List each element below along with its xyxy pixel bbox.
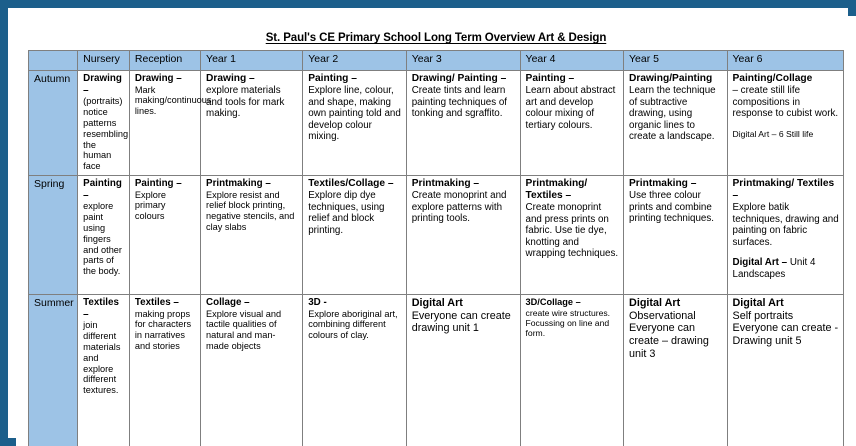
cell-autumn-year-3	[406, 71, 520, 176]
header-corner-cell	[29, 51, 78, 71]
cell-body: making props for characters in narratives and stories	[134, 308, 192, 352]
cell-autumn-year-6	[727, 71, 844, 176]
cell-heading: Textiles/Collage –	[308, 178, 394, 189]
header-row	[29, 51, 844, 71]
cell-spring-year-4	[520, 176, 623, 295]
cell-summer-nursery	[78, 295, 130, 446]
cell-summer-year-6	[727, 295, 844, 446]
cell-autumn-year-2	[303, 71, 406, 176]
cell-heading: Drawing/ Painting –	[411, 73, 507, 84]
cell-spring-year-6	[727, 176, 844, 295]
cell-summer-year-2	[303, 295, 406, 446]
cell-heading: Digital Art	[732, 297, 784, 309]
cell-body: (portraits) notice patterns resembling the human face	[83, 96, 129, 172]
header-cell-year-3: Year 3	[406, 51, 520, 71]
cell-heading: 3D/Collage –	[525, 297, 581, 307]
cell-body: Explore visual and tactile qualities of natural and man-made objects	[206, 308, 282, 352]
table-header	[29, 51, 844, 71]
cell-body: Explore batik techniques, drawing and painting on fabric surfaces.	[732, 202, 839, 248]
cell-summer-year-1	[201, 295, 303, 446]
table-body	[29, 71, 844, 446]
cell-heading: Printmaking/ Textiles –	[525, 178, 588, 202]
cell-heading: Printmaking –	[629, 178, 697, 189]
cell-body: – create still life compositions in response to cubist work.	[732, 85, 839, 120]
cell-heading: Painting –	[308, 73, 357, 84]
cell-extra-heading: Digital Art –	[732, 257, 788, 269]
page-title	[28, 32, 844, 44]
page-title-text: St. Paul's CE Primary School Long Term Overview Art & Design	[265, 32, 607, 44]
cell-heading: Printmaking –	[411, 178, 480, 189]
cell-body: Everyone can create drawing unit 1	[411, 309, 511, 335]
cell-heading: Drawing/Painting	[629, 73, 713, 84]
cell-body: Use three colour prints and combine printing techniques.	[629, 190, 714, 225]
cell-autumn-year-5	[624, 71, 727, 176]
cell-body: explore paint using fingers and other parts of the body.	[83, 201, 122, 277]
cell-body: join different materials and explore different textures.	[83, 320, 121, 396]
cell-heading: Textiles –	[83, 297, 119, 320]
cell-body: Create monoprint and press prints on fabric. Use tie dye, knotting and wrapping techniques.	[525, 202, 619, 260]
cell-spring-year-1	[201, 176, 303, 295]
cell-body: create wire structures. Focussing on line and form.	[525, 307, 611, 339]
cell-summer-year-4	[520, 295, 623, 446]
cell-spacer	[733, 120, 840, 129]
cell-body: Create tints and learn painting techniques of tonking and sgraffito.	[411, 85, 508, 120]
header-cell-year-1: Year 1	[201, 51, 303, 71]
term-label-summer: Summer	[29, 295, 78, 446]
cell-body: Learn about abstract art and develop colour mixing of tertiary colours.	[525, 85, 616, 131]
cell-body: Learn the technique of subtractive drawing, using organic lines to create a landscape.	[629, 85, 716, 143]
header-cell-year-5: Year 5	[624, 51, 727, 71]
page-content	[16, 16, 856, 446]
cell-extra-body: Digital Art – 6 Still life	[732, 128, 814, 139]
cell-summer-year-3	[406, 295, 520, 446]
cell-spring-year-5	[624, 176, 727, 295]
cell-body: Mark making/continuous lines.	[134, 84, 212, 117]
cell-body: Explore resist and relief block printing, negative stencils, and clay slabs	[206, 189, 295, 233]
cell-heading: Painting –	[134, 178, 182, 189]
cell-heading: Printmaking –	[206, 178, 271, 189]
cell-body: Explore line, colour, and shape, making own painting told and develop colour mixing.	[308, 85, 401, 143]
cell-heading: Digital Art	[411, 297, 463, 309]
cell-heading: Printmaking/ Textiles –	[732, 178, 835, 202]
cell-body: Self portraits Everyone can create -Drawing unit 5	[732, 309, 839, 348]
cell-heading: Drawing –	[134, 73, 182, 84]
cell-heading: Painting –	[83, 178, 122, 201]
cell-heading: Painting –	[525, 73, 575, 84]
cell-body: Explore primary colours	[134, 189, 167, 222]
cell-body: Observational Everyone can create – drawing unit 3	[629, 309, 709, 360]
cell-heading: Painting/Collage	[732, 73, 813, 84]
cell-spacer	[733, 248, 840, 257]
table-row-spring	[29, 176, 844, 295]
cell-autumn-nursery	[78, 71, 130, 176]
table-row-summer	[29, 295, 844, 446]
cell-heading: Digital Art	[629, 297, 681, 309]
cell-heading: 3D -	[308, 297, 327, 308]
cell-spring-year-2	[303, 176, 406, 295]
term-label-spring: Spring	[29, 176, 78, 295]
cell-summer-reception	[129, 295, 200, 446]
cell-body: Explore dip dye techniques, using relief and block printing.	[308, 190, 385, 236]
cell-autumn-year-4	[520, 71, 623, 176]
header-cell-reception: Reception	[129, 51, 200, 71]
cell-autumn-year-1	[201, 71, 303, 176]
cell-body: explore materials and tools for mark making.	[206, 85, 285, 120]
header-cell-nursery: Nursery	[78, 51, 130, 71]
cell-spring-nursery	[78, 176, 130, 295]
cell-heading: Textiles –	[134, 297, 179, 308]
term-label-autumn: Autumn	[29, 71, 78, 176]
cell-heading: Drawing –	[83, 73, 122, 96]
cell-body: Explore aboriginal art, combining different colours of clay.	[308, 308, 398, 341]
cell-summer-year-5	[624, 295, 727, 446]
header-cell-year-6: Year 6	[727, 51, 844, 71]
header-cell-year-4: Year 4	[520, 51, 623, 71]
cell-spring-year-3	[406, 176, 520, 295]
cell-autumn-reception	[129, 71, 212, 176]
cell-spring-reception	[129, 176, 200, 295]
long-term-overview-table	[28, 50, 844, 446]
cell-heading: Collage –	[206, 297, 250, 308]
cell-extra	[733, 257, 840, 280]
header-cell-year-2: Year 2	[303, 51, 406, 71]
cell-heading: Drawing –	[206, 73, 255, 84]
cell-extra-body: Unit 4 Landscapes	[732, 257, 816, 280]
cell-body: Create monoprint and explore patterns with printing tools.	[411, 190, 507, 225]
table-row-autumn	[29, 71, 844, 176]
